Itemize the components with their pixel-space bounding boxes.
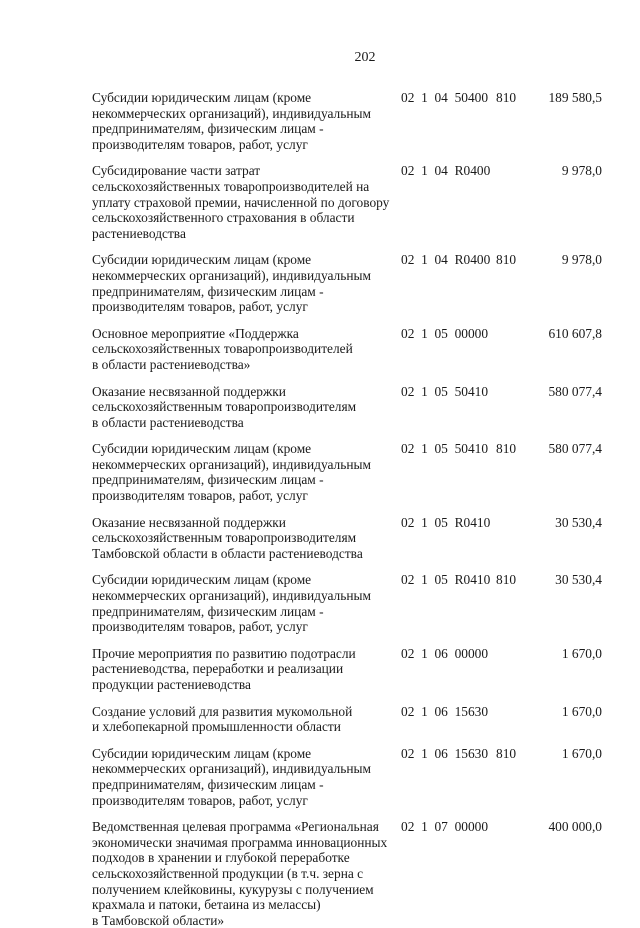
row-code: 02 1 04 R0400: [401, 163, 491, 179]
row-name: Субсидии юридическим лицам (кроме некоммерческих организаций), индивидуальным предпринимателям, физическим лицам - производителям товаров, работ, услуг: [92, 252, 371, 315]
row-amount: 610 607,8: [548, 325, 602, 341]
row-code: 02 1 04 R0400: [401, 252, 491, 268]
row-name: Субсидии юридическим лицам (кроме некоммерческих организаций), индивидуальным предпринимателям, физическим лицам - производителям товаров, работ, услуг: [92, 572, 371, 635]
row-amount: 189 580,5: [548, 90, 602, 105]
table-row: [92, 746, 612, 808]
table-row: [92, 441, 612, 503]
row-amount: 1 670,0: [561, 703, 602, 719]
row-vr: 810: [496, 90, 517, 105]
row-code: 02 1 06 00000: [401, 645, 489, 661]
table-row: [92, 819, 612, 928]
row-code: 02 1 05 R0410: [401, 514, 491, 530]
table-row: [92, 572, 612, 634]
row-vr: 810: [496, 745, 517, 761]
row-vr: 810: [496, 572, 517, 588]
table-row: [92, 384, 612, 431]
page-number: 202: [354, 50, 376, 65]
row-name: Субсидии юридическим лицам (кроме некоммерческих организаций), индивидуальным предпринимателям, физическим лицам - производителям товаров, работ, услуг: [92, 441, 371, 504]
row-name: Основное мероприятие «Поддержка сельскохозяйственных товаропроизводителей в области растениеводства»: [92, 325, 353, 372]
row-amount: 1 670,0: [561, 745, 602, 761]
row-vr: 810: [496, 252, 517, 268]
row-code: 02 1 04 50400: [401, 90, 489, 105]
row-name: Субсидирование части затрат сельскохозяйственных товаропроизводителей на уплату страховой премии, начисленной по договору сельскохозяйственного страхования в области растениеводства: [92, 163, 390, 241]
row-name: Прочие мероприятия по развитию подотрасли растениеводства, переработки и реализации продукции растениеводства: [92, 645, 356, 692]
row-name: Субсидии юридическим лицам (кроме некоммерческих организаций), индивидуальным предпринимателям, физическим лицам - производителям товаров, работ, услуг: [92, 90, 371, 152]
table-row: [92, 326, 612, 373]
row-amount: 30 530,4: [555, 572, 602, 588]
row-code: 02 1 07 00000: [401, 819, 489, 835]
row-amount: 1 670,0: [561, 645, 602, 661]
row-code: 02 1 06 15630: [401, 703, 489, 719]
table-row: [92, 252, 612, 314]
table-row: [92, 515, 612, 562]
row-code: 02 1 06 15630: [401, 745, 489, 761]
table-row: [92, 90, 612, 152]
table-row: [92, 646, 612, 693]
row-name: Субсидии юридическим лицам (кроме некоммерческих организаций), индивидуальным предпринимателям, физическим лицам - производителям товаров, работ, услуг: [92, 745, 371, 808]
row-amount: 580 077,4: [548, 383, 602, 399]
row-code: 02 1 05 00000: [401, 325, 489, 341]
row-amount: 400 000,0: [548, 819, 602, 835]
table-row: [92, 163, 612, 241]
row-name: Оказание несвязанной поддержки сельскохозяйственным товаропроизводителям в области растениеводства: [92, 383, 357, 430]
budget-table: [92, 90, 612, 928]
row-name: Оказание несвязанной поддержки сельскохозяйственным товаропроизводителям Тамбовской области в области растениеводства: [92, 514, 363, 561]
row-code: 02 1 05 50410: [401, 383, 489, 399]
row-code: 02 1 05 R0410: [401, 572, 491, 588]
table-row: [92, 704, 612, 735]
row-amount: 9 978,0: [561, 163, 602, 179]
row-name: Ведомственная целевая программа «Региональная экономически значимая программа инновационных подходов в хранении и глубокой переработке сельскохозяйственной продукции (в т.ч. зерна с получением клейковины, кукурузы с получением крахмала и патоки, бетаина из мелассы) в Тамбовской области»: [92, 819, 388, 928]
row-amount: 30 530,4: [555, 514, 602, 530]
row-code: 02 1 05 50410: [401, 441, 489, 457]
row-name: Создание условий для развития мукомольной и хлебопекарной промышленности области: [92, 703, 353, 735]
row-vr: 810: [496, 441, 517, 457]
row-amount: 580 077,4: [548, 441, 602, 457]
row-amount: 9 978,0: [561, 252, 602, 268]
